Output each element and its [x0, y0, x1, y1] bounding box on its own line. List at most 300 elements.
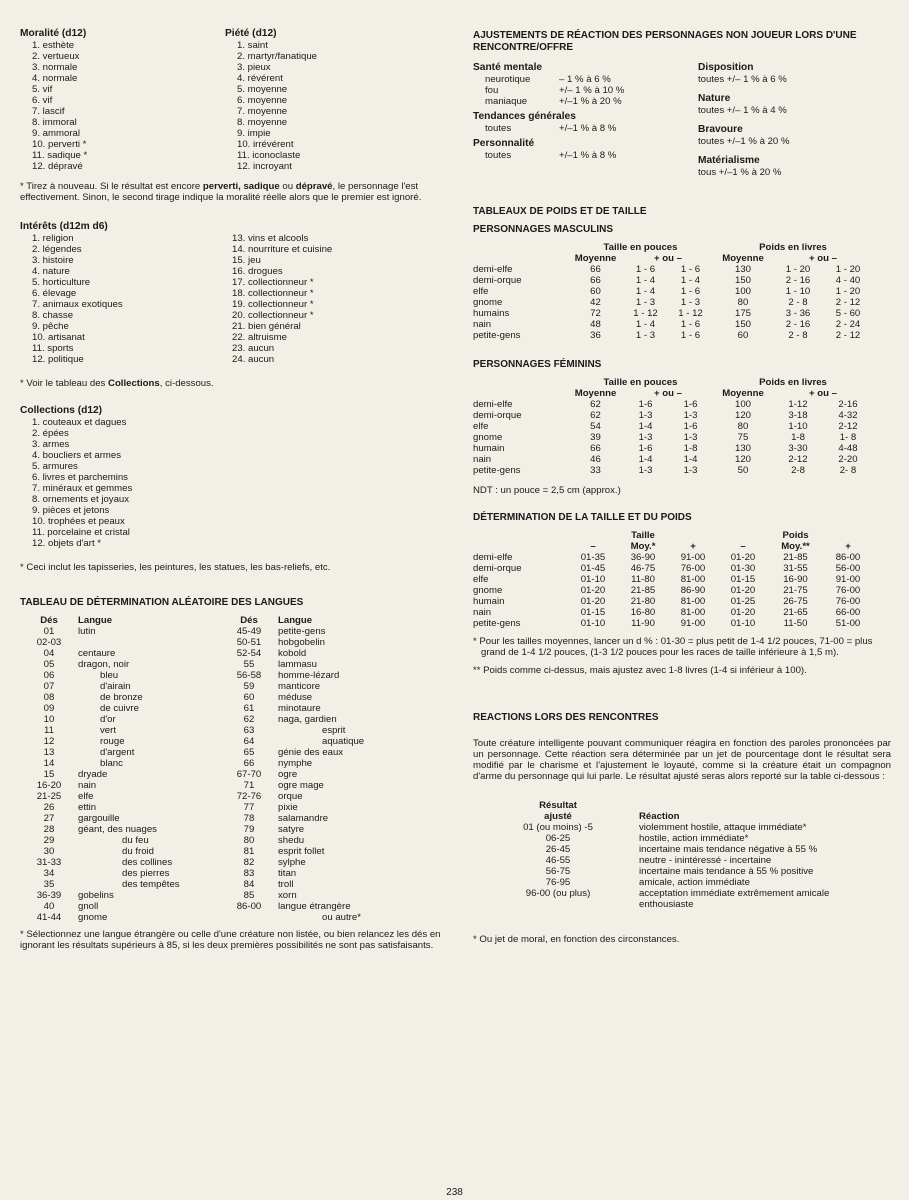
collection-item: 6. livres et parchemins: [32, 472, 128, 483]
language-row: [30, 802, 230, 813]
race-name: demi-elfe: [473, 399, 513, 410]
reaction-result: [493, 899, 623, 910]
language-dice: 40: [43, 901, 55, 912]
language-row: [30, 659, 230, 670]
reactions-paragraph: Toute créature intelligente pouvant communiquer réagira en fonction des paroles prononcées par un personnage. Cette réaction sera déterminée par un jet de pourcentage dont le résultat sera modifié par le charisme et l'ajustement le loyauté, comme si la créature était un compagnon d'arme du personnage qui lui parle. Le résultat ajusté seras alors reporté sur la table ci-dessous :: [473, 738, 891, 782]
language-row: [230, 692, 364, 703]
language-dice: 78: [243, 813, 255, 824]
morality-item: 10. perverti *: [32, 139, 87, 150]
language-dice: 84: [243, 879, 255, 890]
table-cell: 150: [734, 319, 751, 330]
language-name: manticore: [278, 681, 321, 692]
table-cell: 1-6: [638, 443, 653, 454]
race-name: demi-orque: [473, 563, 522, 574]
race-name: gnome: [473, 432, 503, 443]
female-row: [473, 465, 873, 476]
interests-table: [20, 221, 445, 365]
language-name: méduse: [278, 692, 313, 703]
determination-row: [473, 596, 873, 607]
language-name: vert: [100, 725, 116, 736]
language-name: du feu: [122, 835, 149, 846]
male-table: Taille en pouces Poids en livres Moyenne + ou – Moyenne + ou – demi-elfe 66 1 - 6 1 - 6 130 1 - 20 1 - 20 demi-orque 66 1 - 4 1 - 4 150 2 - 16 4 - 40 elfe 60 1 - 4 1 - 6 100 1 - 10 1 - 20 gnome 42 1 - 3 1 - 3 80 2 - 8 2 - 12 humains 72 1 - 12 1 - 12 175 3 - 36 5 - 60 nain 48 1 - 4 1 - 6 150 2 - 16 2 - 24 petite-gens 36 1 - 3 1 - 6 60 2 - 8 2 - 12: [473, 242, 873, 341]
interest-item: 14. nourriture et cuisine: [232, 244, 333, 255]
piety-list: [225, 40, 317, 172]
language-row: [230, 626, 364, 637]
table-cell: 2-16: [838, 399, 858, 410]
table-cell: 36: [590, 330, 601, 341]
language-row: [30, 912, 230, 923]
adjustment-group-table: [473, 123, 620, 134]
inch-note: NDT : un pouce = 2,5 cm (approx.): [473, 485, 621, 496]
right-column: [473, 30, 891, 945]
table-cell: 81-00: [680, 607, 706, 618]
language-row: [30, 681, 230, 692]
language-dice: 59: [243, 681, 255, 692]
table-cell: 66: [590, 264, 601, 275]
language-dice: 28: [43, 824, 55, 835]
language-name: nain: [78, 780, 97, 791]
table-cell: 66: [590, 443, 601, 454]
collection-item: 3. armes: [32, 439, 70, 450]
reaction-result: 96-00 (ou plus): [525, 888, 591, 899]
language-name: bleu: [100, 670, 119, 681]
language-name: centaure: [78, 648, 116, 659]
language-dice: 66: [243, 758, 255, 769]
adjustments-right: [698, 62, 789, 178]
table-cell: 1-3: [638, 410, 653, 421]
table-cell: 75: [737, 432, 749, 443]
interest-item: 15. jeu: [232, 255, 261, 266]
language-row: [230, 802, 364, 813]
language-dice: 63: [243, 725, 255, 736]
interests-list-1: [20, 233, 220, 365]
determination-note-1: * Pour les tailles moyennes, lancer un d % : 01-30 = plus petit de 1-4 1/2 pouces, 71-00 = plus grand de 1-4 1/2 pouces, (1-3 1/2 pouces pour les races de taille inférieure à 1,5 m).: [473, 636, 873, 658]
language-dice: 26: [43, 802, 55, 813]
language-dice: 50-51: [236, 637, 262, 648]
table-cell: 36-90: [630, 552, 656, 563]
language-row: [230, 681, 364, 692]
language-name: d'or: [100, 714, 116, 725]
interest-item: 24. aucun: [232, 354, 275, 365]
table-cell: 1-6: [683, 421, 698, 432]
morality-piety-tables: [20, 28, 445, 172]
language-row: [230, 758, 364, 769]
female-row: [473, 410, 873, 421]
reaction-row: [493, 866, 829, 877]
language-name: naga, gardien: [278, 714, 337, 725]
table-cell: 1 - 3: [635, 297, 656, 308]
table-cell: 91-00: [835, 574, 861, 585]
table-cell: 21-80: [630, 596, 656, 607]
table-cell: 1 - 6: [635, 264, 656, 275]
language-row: [30, 747, 230, 758]
table-cell: 76-00: [835, 596, 861, 607]
reaction-row: [493, 899, 829, 910]
table-cell: 80: [737, 421, 749, 432]
race-name: nain: [473, 607, 492, 618]
language-dice: 16-20: [36, 780, 62, 791]
male-row: [473, 297, 873, 308]
language-name: esprit: [322, 725, 346, 736]
table-cell: 1 - 20: [835, 286, 861, 297]
collection-item: 5. armures: [32, 461, 78, 472]
language-dice: 02-03: [36, 637, 62, 648]
table-cell: 01-20: [730, 585, 756, 596]
table-cell: 42: [590, 297, 601, 308]
race-name: gnome: [473, 297, 503, 308]
adjustment-group-title: Bravoure: [698, 124, 743, 135]
race-name: elfe: [473, 421, 489, 432]
adjustment-label: toutes: [485, 150, 512, 161]
language-row: [30, 648, 230, 659]
language-dice: 08: [43, 692, 55, 703]
female-title: PERSONNAGES FÉMININS: [473, 359, 602, 370]
race-name: petite-gens: [473, 618, 521, 629]
language-name: titan: [278, 868, 297, 879]
table-cell: 4 - 40: [835, 275, 861, 286]
language-row: [230, 868, 364, 879]
page-number: 238: [446, 1187, 463, 1198]
language-dice: 15: [43, 769, 55, 780]
language-name: de cuivre: [100, 703, 139, 714]
table-cell: 01-25: [730, 596, 756, 607]
table-cell: 11-50: [783, 618, 808, 629]
language-row: [230, 835, 364, 846]
language-name: des tempêtes: [122, 879, 180, 890]
morality-note: * Tirez à nouveau. Si le résultat est encore perverti, sadique ou dépravé, le personnage l'est effectivement. Sinon, le second tirage indique la moralité réelle alors que le premier est ignoré.: [20, 181, 422, 203]
race-name: nain: [473, 319, 492, 330]
language-name: d'argent: [100, 747, 135, 758]
table-cell: 3-18: [788, 410, 808, 421]
table-cell: 1-4: [683, 454, 698, 465]
language-name: gnoll: [78, 901, 99, 912]
adjustment-group-title: Personnalité: [473, 138, 535, 149]
table-cell: 130: [734, 443, 751, 454]
morality-table: [20, 28, 225, 172]
interest-item: 5. horticulture: [32, 277, 91, 288]
morality-item: 6. vif: [32, 95, 53, 106]
language-name: de bronze: [100, 692, 143, 703]
piety-item: 11. iconoclaste: [237, 150, 301, 161]
table-cell: 150: [734, 275, 751, 286]
interest-item: 1. religion: [32, 233, 74, 244]
table-cell: 1-6: [683, 399, 698, 410]
language-name: gobelins: [78, 890, 114, 901]
table-cell: 01-20: [730, 607, 756, 618]
race-name: demi-orque: [473, 275, 522, 286]
table-cell: 1 - 4: [635, 286, 656, 297]
adjustment-line: toutes +/–1 % à 20 %: [698, 136, 790, 147]
adjustment-line: tous +/–1 % à 20 %: [698, 167, 782, 178]
determination-title: DÉTERMINATION DE LA TAILLE ET DU POIDS: [473, 512, 692, 523]
language-dice: 04: [43, 648, 55, 659]
language-dice: 86-00: [236, 901, 262, 912]
language-dice: 41-44: [36, 912, 62, 923]
language-row: [230, 824, 364, 835]
piety-item: 7. moyenne: [237, 106, 288, 117]
language-row: [230, 901, 364, 912]
language-name: dryade: [78, 769, 108, 780]
language-dice: 01: [43, 626, 55, 637]
reaction-result: 56-75: [545, 866, 571, 877]
table-cell: 01-35: [580, 552, 606, 563]
language-name: du froid: [122, 846, 154, 857]
language-dice: 85: [243, 890, 255, 901]
race-name: elfe: [473, 574, 489, 585]
table-cell: 01-20: [580, 585, 606, 596]
language-name: nymphe: [278, 758, 313, 769]
interest-item: 19. collectionneur *: [232, 299, 314, 310]
table-cell: 11-80: [631, 574, 655, 585]
table-cell: 1-4: [638, 454, 653, 465]
race-name: petite-gens: [473, 330, 521, 341]
table-cell: 01-15: [580, 607, 606, 618]
language-name: sylphe: [278, 857, 306, 868]
language-row: [230, 747, 364, 758]
table-cell: 33: [590, 465, 601, 476]
language-row: [30, 846, 230, 857]
interest-item: 2. légendes: [32, 244, 82, 255]
table-cell: 1 - 20: [785, 264, 811, 275]
language-name: rouge: [100, 736, 125, 747]
language-name: elfe: [78, 791, 94, 802]
adjustments-left: [473, 62, 698, 178]
male-row: [473, 275, 873, 286]
table-cell: 2 - 16: [785, 275, 811, 286]
table-cell: 2-8: [791, 465, 805, 476]
determination-row: [473, 574, 873, 585]
collection-item: 9. pièces et jetons: [32, 505, 110, 516]
piety-item: 12. incroyant: [237, 161, 292, 172]
reaction-result: 06-25: [545, 833, 571, 844]
piety-item: 10. irrévérent: [237, 139, 294, 150]
table-cell: 48: [590, 319, 601, 330]
table-cell: 175: [734, 308, 751, 319]
language-row: [230, 769, 364, 780]
table-cell: 1 - 3: [680, 297, 701, 308]
reaction-text: amicale, action immédiate: [639, 877, 750, 888]
language-row: [30, 637, 230, 648]
race-name: demi-orque: [473, 410, 522, 421]
language-name: ogre: [278, 769, 298, 780]
table-cell: 76-00: [835, 585, 861, 596]
adjustment-label: maniaque: [485, 96, 528, 107]
adjustment-group-title: Matérialisme: [698, 155, 760, 166]
table-cell: 2-12: [788, 454, 808, 465]
reaction-row: [493, 888, 829, 899]
morality-item: 12. dépravé: [32, 161, 83, 172]
race-name: elfe: [473, 286, 489, 297]
language-dice: 36-39: [36, 890, 62, 901]
table-cell: 01-10: [580, 574, 606, 585]
reaction-row: [493, 877, 829, 888]
language-name: pixie: [278, 802, 298, 813]
table-cell: 1-12: [788, 399, 808, 410]
table-cell: 56-00: [835, 563, 861, 574]
interest-item: 13. vins et alcools: [232, 233, 309, 244]
interest-item: 10. artisanat: [32, 332, 85, 343]
language-name: lammasu: [278, 659, 317, 670]
female-row: [473, 421, 873, 432]
table-cell: 2 - 8: [788, 297, 808, 308]
table-cell: 1-3: [683, 465, 698, 476]
language-row: [30, 626, 230, 637]
table-cell: 66-00: [835, 607, 861, 618]
table-cell: 1-3: [683, 432, 698, 443]
adjustment-label: toutes: [485, 123, 512, 134]
table-cell: 46: [590, 454, 601, 465]
language-row: [230, 890, 364, 901]
table-cell: 1 - 4: [635, 319, 656, 330]
collections-title: Collections (d12): [20, 405, 103, 416]
table-cell: 1-3: [638, 465, 653, 476]
piety-item: 1. saint: [237, 40, 268, 51]
language-dice: 10: [43, 714, 55, 725]
table-cell: 2 - 16: [785, 319, 811, 330]
language-dice: 80: [243, 835, 255, 846]
determination-note-2: ** Poids comme ci-dessus, mais ajustez avec 1-8 livres (1-4 si inférieur à 100).: [473, 665, 807, 676]
language-row: [230, 780, 364, 791]
collection-item: 1. couteaux et dagues: [32, 417, 127, 428]
language-row: [230, 703, 364, 714]
language-dice: 52-54: [236, 648, 262, 659]
adjustment-value: – 1 % à 6 %: [559, 74, 611, 85]
determination-table: Taille Poids – Moy.* + – Moy.** + demi-elfe 01-35 36-90 91-00 01-20 21-85 86-00 demi-orque 01-45 46-75 76-00 01-30 31-55 56-00 elfe 01-10 11-80 81-00 01-15 16-90 91-00 gnome 01-20 21-85 86-90 01-20 21-75 76-00 humain 01-20 21-80 81-00 01-25 26-75 76-00 nain 01-15 16-80 81-00 01-20 21-65 66-00 petite-gens 01-10 11-90 91-00 01-10 11-50 51-00: [473, 530, 873, 629]
race-name: demi-elfe: [473, 552, 513, 563]
morality-list: [20, 40, 225, 172]
table-cell: 120: [734, 410, 751, 421]
language-name: troll: [278, 879, 294, 890]
table-cell: 1 - 6: [680, 330, 701, 341]
table-cell: 60: [737, 330, 749, 341]
language-name: génie des eaux: [278, 747, 344, 758]
reaction-result: 01 (ou moins) -5: [523, 822, 593, 833]
female-row: [473, 432, 873, 443]
language-row: [30, 670, 230, 681]
piety-item: 9. impie: [237, 128, 271, 139]
race-name: nain: [473, 454, 492, 465]
morality-item: 1. esthète: [32, 40, 75, 51]
piety-item: 5. moyenne: [237, 84, 288, 95]
table-cell: 100: [734, 286, 751, 297]
morality-item: 3. normale: [32, 62, 78, 73]
table-cell: 81-00: [680, 574, 706, 585]
language-row: [30, 692, 230, 703]
interest-item: 18. collectionneur *: [232, 288, 314, 299]
language-name: petite-gens: [278, 626, 326, 637]
table-cell: 4-48: [838, 443, 858, 454]
morality-item: 5. vif: [32, 84, 53, 95]
table-cell: 50: [737, 465, 749, 476]
adjustment-group-table: [473, 74, 628, 107]
table-cell: 130: [734, 264, 751, 275]
table-cell: 26-75: [783, 596, 808, 607]
interest-item: 12. politique: [32, 354, 84, 365]
language-dice: 81: [243, 846, 255, 857]
table-cell: 91-00: [680, 618, 706, 629]
table-cell: 1-10: [788, 421, 808, 432]
table-cell: 81-00: [680, 596, 706, 607]
table-cell: 16-80: [630, 607, 656, 618]
language-dice: 56-58: [236, 670, 262, 681]
adjustment-label: fou: [485, 85, 499, 96]
table-cell: 01-20: [580, 596, 606, 607]
language-row: [230, 736, 364, 747]
piety-item: 4. révérent: [237, 73, 283, 84]
language-row: [230, 725, 364, 736]
language-dice: 79: [243, 824, 255, 835]
reaction-row: [493, 822, 829, 833]
table-cell: 4-32: [838, 410, 858, 421]
determination-row: [473, 585, 873, 596]
morality-item: 9. ammoral: [32, 128, 80, 139]
collection-item: 12. objets d'art *: [32, 538, 102, 549]
reactions-title: REACTIONS LORS DES RENCONTRES: [473, 712, 659, 723]
adjustment-group-title: Santé mentale: [473, 62, 543, 73]
interest-item: 7. animaux exotiques: [32, 299, 123, 310]
language-row: [30, 725, 230, 736]
adjustment-group-title: Tendances générales: [473, 111, 576, 122]
table-cell: 1 - 4: [635, 275, 656, 286]
npc-adjustments-title: AJUSTEMENTS DE RÉACTION DES PERSONNAGES NON JOUEUR LORS D'UNE RENCONTRE/OFFRE: [473, 30, 857, 53]
interest-item: 9. pêche: [32, 321, 69, 332]
language-name: salamandre: [278, 813, 329, 824]
table-cell: 01-10: [730, 618, 756, 629]
piety-item: 2. martyr/fanatique: [237, 51, 317, 62]
collection-item: 4. boucliers et armes: [32, 450, 122, 461]
collection-item: 2. épées: [32, 428, 69, 439]
language-dice: 12: [43, 736, 55, 747]
reaction-text: acceptation immédiate extrêmement amicale: [639, 888, 830, 899]
table-cell: 1 - 12: [633, 308, 658, 319]
language-dice: 29: [43, 835, 55, 846]
table-cell: 1-6: [638, 399, 653, 410]
race-name: humain: [473, 596, 505, 607]
determination-row: [473, 618, 873, 629]
female-row: [473, 443, 873, 454]
table-cell: 1 - 10: [785, 286, 811, 297]
language-dice: 61: [243, 703, 255, 714]
language-dice: 07: [43, 681, 55, 692]
interest-item: 6. élevage: [32, 288, 77, 299]
collections-list: [20, 417, 445, 549]
language-name: kobold: [278, 648, 307, 659]
language-name: géant, des nuages: [78, 824, 157, 835]
female-row: [473, 454, 873, 465]
language-name: orque: [278, 791, 303, 802]
language-dice: 45-49: [236, 626, 262, 637]
language-row: [30, 791, 230, 802]
table-cell: 01-15: [730, 574, 756, 585]
reaction-result: 76-95: [545, 877, 571, 888]
race-name: demi-elfe: [473, 264, 513, 275]
table-cell: 66: [590, 275, 601, 286]
adjustment-group-title: Nature: [698, 93, 731, 104]
morality-item: 2. vertueux: [32, 51, 80, 62]
table-cell: 76-00: [680, 563, 706, 574]
table-cell: 1- 8: [839, 432, 857, 443]
language-dice: 83: [243, 868, 255, 879]
language-row: [30, 857, 230, 868]
language-name: gnome: [78, 912, 108, 923]
language-name: d'airain: [100, 681, 131, 692]
language-dice: 14: [43, 758, 55, 769]
language-dice: 62: [243, 714, 255, 725]
table-cell: 120: [734, 454, 751, 465]
table-cell: 39: [590, 432, 601, 443]
language-dice: [230, 912, 268, 923]
adjustment-label: neurotique: [485, 74, 531, 85]
